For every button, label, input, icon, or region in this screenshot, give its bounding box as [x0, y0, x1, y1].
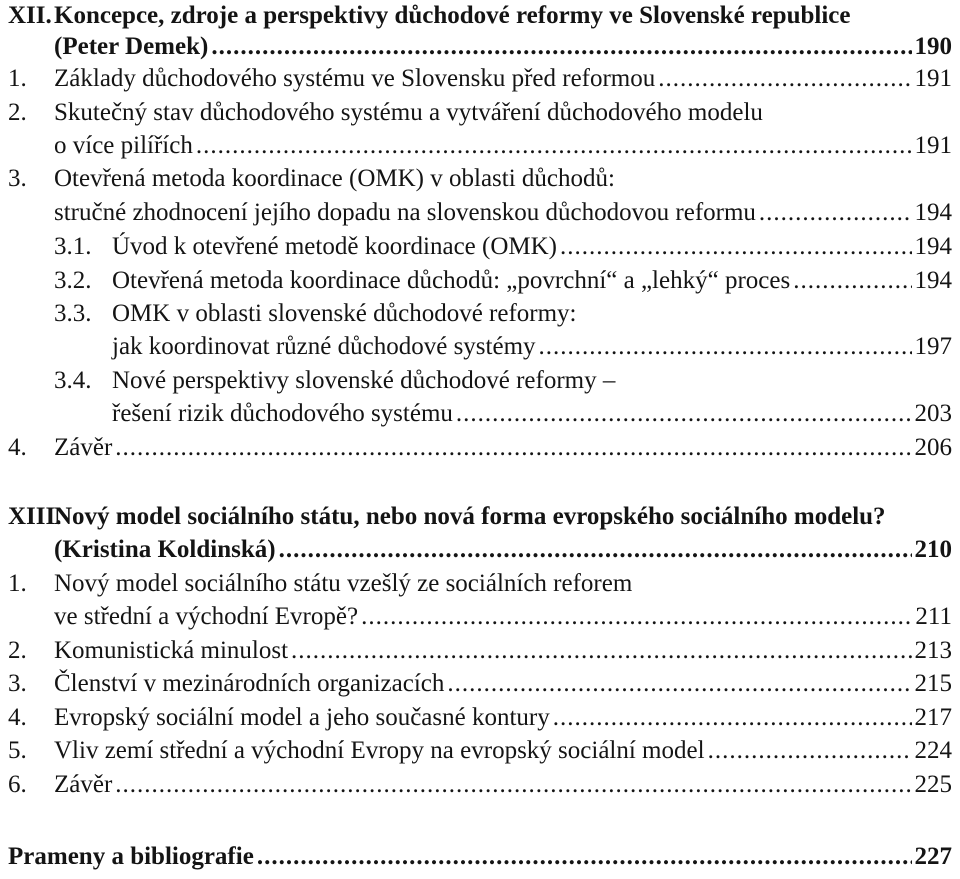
entry-number: 6. — [8, 771, 27, 798]
page-number: 210 — [914, 536, 952, 563]
toc-entry — [0, 668, 952, 700]
entry-title: jak koordinovat různé důchodové systémy — [112, 333, 536, 360]
page-number: 197 — [914, 333, 952, 360]
entry-title: Komunistická minulost — [54, 637, 289, 664]
dot-leader — [257, 841, 912, 873]
entry-title: Nový model sociálního státu vzešlý ze sociálních reforem — [54, 570, 633, 597]
entry-title: Závěr — [54, 771, 113, 798]
toc-entry — [0, 197, 952, 229]
entry-number: 3. — [8, 165, 27, 192]
page-number: 194 — [914, 233, 952, 260]
dot-leader — [291, 635, 911, 667]
page-number: 224 — [914, 737, 952, 764]
page-number: 194 — [914, 199, 952, 226]
entry-number: XIII. — [8, 503, 62, 530]
entry-title: Členství v mezinárodních organizacích — [54, 670, 445, 697]
toc-entry — [0, 432, 952, 464]
entry-title: Závěr — [54, 434, 113, 461]
entry-number: 2. — [8, 637, 27, 664]
toc-entry — [0, 635, 952, 667]
page-number: 227 — [914, 843, 952, 870]
toc-entry — [0, 769, 952, 801]
entry-title: Nové perspektivy slovenské důchodové reformy – — [112, 367, 616, 394]
entry-title: Základy důchodového systému ve Slovensku před reformou — [54, 65, 656, 92]
toc-entry — [0, 265, 952, 297]
dot-leader — [658, 63, 911, 95]
page-number: 191 — [914, 65, 952, 92]
page-number: 213 — [914, 637, 952, 664]
page-number: 194 — [914, 267, 952, 294]
entry-title: OMK v oblasti slovenské důchodové reformy: — [112, 300, 577, 327]
toc-entry — [0, 63, 952, 95]
dot-leader — [759, 197, 912, 229]
toc-entry — [0, 163, 952, 195]
entry-title: řešení rizik důchodového systému — [112, 400, 453, 427]
entry-number: 2. — [8, 99, 27, 126]
entry-number: 3.2. — [54, 267, 92, 294]
toc-entry — [0, 365, 952, 397]
toc-entry — [0, 534, 952, 566]
toc-entry — [0, 331, 952, 363]
entry-number: 1. — [8, 570, 27, 597]
dot-leader — [553, 702, 912, 734]
entry-title: Skutečný stav důchodového systému a vytváření důchodového modelu — [54, 99, 763, 126]
entry-number: 4. — [8, 434, 27, 461]
page-number: 191 — [914, 132, 952, 159]
page-number: 225 — [914, 771, 952, 798]
toc-entry — [0, 702, 952, 734]
entry-number: 1. — [8, 65, 27, 92]
entry-title: Vliv zemí střední a východní Evropy na evropský sociální model — [54, 737, 705, 764]
entry-title: o více pilířích — [54, 132, 193, 159]
dot-leader — [196, 130, 912, 162]
dot-leader — [793, 265, 911, 297]
dot-leader — [447, 668, 911, 700]
entry-title: ve střední a východní Evropě? — [54, 603, 359, 630]
toc-entry — [0, 398, 952, 430]
page-number: 203 — [914, 400, 952, 427]
toc-entry — [0, 841, 952, 873]
entry-number: 4. — [8, 704, 27, 731]
entry-title: (Peter Demek) — [54, 33, 209, 60]
entry-number: 3.1. — [54, 233, 92, 260]
entry-title: Úvod k otevřené metodě koordinace (OMK) — [112, 233, 557, 260]
toc-entry — [0, 298, 952, 330]
entry-title: stručné zhodnocení jejího dopadu na slovenskou důchodovou reformu — [54, 199, 756, 226]
dot-leader — [279, 534, 912, 566]
page-number: 217 — [914, 704, 952, 731]
dot-leader — [708, 735, 912, 767]
toc-entry — [0, 97, 952, 129]
entry-title: Nový model sociálního státu, nebo nová forma evropského sociálního modelu? — [54, 503, 886, 530]
page-number: 206 — [914, 434, 952, 461]
dot-leader — [115, 769, 911, 801]
entry-number: 3. — [8, 670, 27, 697]
entry-title: Koncepce, zdroje a perspektivy důchodové reformy ve Slovenské republice — [54, 2, 851, 29]
toc-entry — [0, 735, 952, 767]
page-number: 190 — [914, 33, 952, 60]
entry-number: 3.3. — [54, 300, 92, 327]
dot-leader — [560, 231, 912, 263]
toc-entry — [0, 130, 952, 162]
dot-leader — [361, 601, 912, 633]
dot-leader — [211, 31, 911, 63]
dot-leader — [115, 432, 911, 464]
toc-entry — [0, 568, 952, 600]
entry-title: Otevřená metoda koordinace důchodů: „povrchní“ a „lehký“ proces — [112, 267, 791, 294]
dot-leader — [539, 331, 912, 363]
toc-entry — [0, 31, 952, 63]
toc-entry — [0, 231, 952, 263]
toc-entry — [0, 601, 952, 633]
toc-entry — [0, 0, 952, 32]
entry-number: XII. — [8, 2, 52, 29]
entry-number: 5. — [8, 737, 27, 764]
dot-leader — [456, 398, 912, 430]
entry-title: Evropský sociální model a jeho současné kontury — [54, 704, 550, 731]
toc-entry — [0, 501, 952, 533]
page-number: 211 — [915, 603, 952, 630]
entry-title: Otevřená metoda koordinace (OMK) v oblasti důchodů: — [54, 165, 615, 192]
entry-title: (Kristina Koldinská) — [54, 536, 276, 563]
entry-number: 3.4. — [54, 367, 92, 394]
page-number: 215 — [914, 670, 952, 697]
entry-title: Prameny a bibliografie — [8, 843, 254, 870]
